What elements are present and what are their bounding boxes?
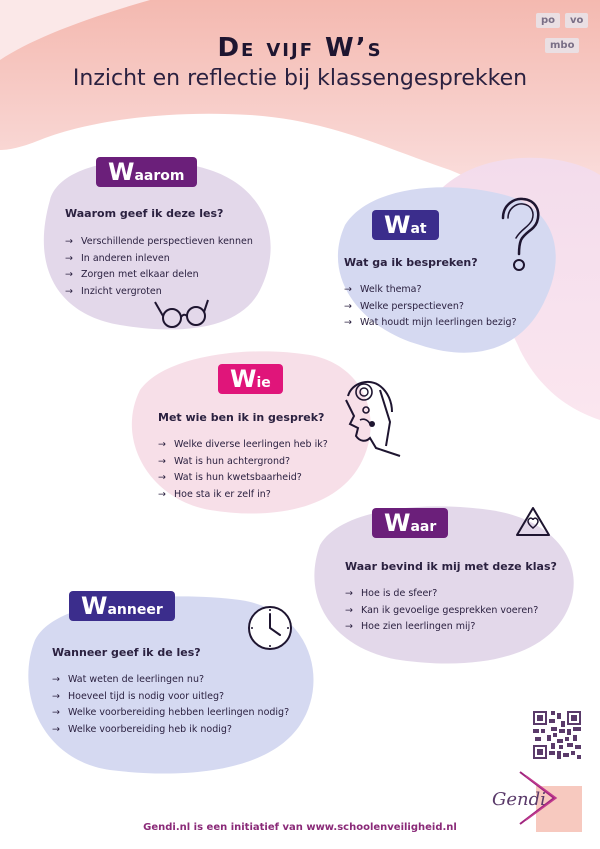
list-item: → Hoe sta ik er zelf in? bbox=[158, 488, 271, 500]
list-waar bbox=[345, 588, 538, 638]
list-waarom bbox=[65, 236, 253, 302]
list-wat bbox=[344, 284, 517, 334]
list-item: → Welke perspectieven? bbox=[344, 300, 464, 312]
list-item: → Welk thema? bbox=[344, 284, 422, 295]
glasses-icon bbox=[152, 296, 212, 332]
list-item: → Welke voorbereiding heb ik nodig? bbox=[52, 723, 232, 735]
list-item: → Wat houdt mijn leerlingen bezig? bbox=[344, 317, 517, 328]
list-item: → In anderen inleven bbox=[65, 252, 170, 264]
list-item: → Hoeveel tijd is nodig voor uitleg? bbox=[52, 690, 225, 702]
badge-waarom: Waarom bbox=[96, 157, 197, 187]
list-item: → Zorgen met elkaar delen bbox=[65, 269, 199, 280]
brand-name: Gendi bbox=[492, 789, 546, 810]
list-item: → Kan ik gevoelige gesprekken voeren? bbox=[345, 604, 539, 616]
list-item: → Wat is hun achtergrond? bbox=[158, 455, 291, 467]
question-waar: Waar bevind ik mij met deze klas? bbox=[345, 560, 557, 573]
badge-wanneer: Wanneer bbox=[69, 591, 175, 621]
list-wanneer bbox=[52, 674, 289, 740]
question-wat: Wat ga ik bespreken? bbox=[344, 256, 478, 269]
qr-code-icon[interactable] bbox=[533, 711, 581, 759]
page-title: De vijf W’s bbox=[217, 33, 383, 63]
list-item: → Verschillende perspectieven kennen bbox=[65, 236, 253, 247]
tag-vo: vo bbox=[565, 13, 588, 28]
question-wie: Met wie ben ik in gesprek? bbox=[158, 411, 325, 424]
list-item: → Welke voorbereiding hebben leerlingen nodig? bbox=[52, 707, 290, 718]
footer-text[interactable]: Gendi.nl is een initiatief van www.schoolenveiligheid.nl bbox=[143, 822, 457, 833]
clock-icon bbox=[245, 603, 295, 653]
question-wanneer: Wanneer geef ik de les? bbox=[52, 646, 201, 659]
question-mark-icon bbox=[497, 196, 543, 274]
tag-mbo: mbo bbox=[545, 38, 579, 53]
list-item: → Wat weten de leerlingen nu? bbox=[52, 674, 205, 685]
tag-po: po bbox=[536, 13, 560, 28]
list-item: → Hoe is de sfeer? bbox=[345, 588, 438, 599]
warning-heart-icon bbox=[514, 505, 552, 539]
badge-wie: Wie bbox=[218, 364, 283, 394]
face-icon bbox=[336, 376, 406, 468]
list-wie bbox=[158, 439, 328, 505]
page-subtitle: Inzicht en reflectie bij klassengesprekken bbox=[72, 66, 528, 91]
question-waarom: Waarom geef ik deze les? bbox=[65, 207, 224, 220]
list-item: → Wat is hun kwetsbaarheid? bbox=[158, 472, 302, 483]
list-item: → Welke diverse leerlingen heb ik? bbox=[158, 439, 328, 450]
list-item: → Inzicht vergroten bbox=[65, 285, 162, 297]
badge-waar: Waar bbox=[372, 508, 448, 538]
list-item: → Hoe zien leerlingen mij? bbox=[345, 621, 476, 632]
badge-wat: Wat bbox=[372, 210, 439, 240]
